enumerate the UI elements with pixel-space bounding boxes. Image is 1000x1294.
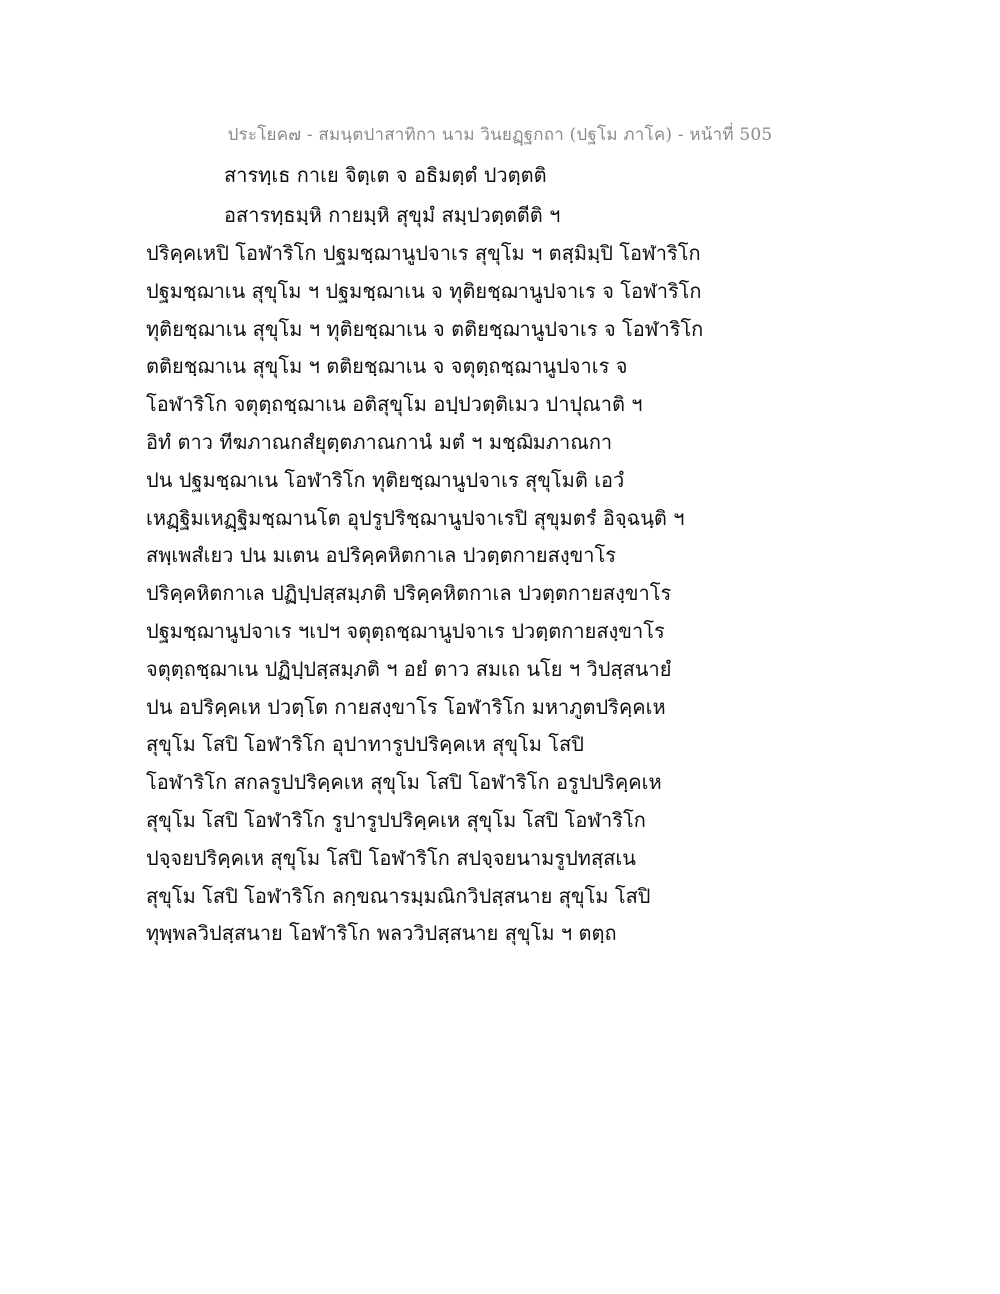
text-line: ปน อปริคฺคเห ปวตฺโต กายสงฺขาโร โอฬาริโก มหาภูตปริคฺคเห <box>146 694 666 719</box>
page-header: ประโยค๗ - สมนฺตปาสาทิกา นาม วินยฏฺฐกถา (ปฐโม ภาโค) - หน้าที่ 505 <box>227 125 773 145</box>
text-line: ปฐมชฺฌานูปจาเร ฯเปฯ จตุตฺถชฺฌานูปจาเร ปวตฺตกายสงฺขาโร <box>146 618 665 643</box>
text-line: สุขุโม โสปิ โอฬาริโก ลกฺขณารมฺมณิกวิปสฺสนาย สุขุโม โสปิ <box>146 883 651 908</box>
text-line: จตุตฺถชฺฌาเน ปฏิปฺปสฺสมฺภติ ฯ อยํ ตาว สมเถ นโย ฯ วิปสฺสนายํ <box>146 656 672 681</box>
text-line: ทุติยชฺฌาเน สุขุโม ฯ ทุติยชฺฌาเน จ ตติยชฺฌานูปจาเร จ โอฬาริโก <box>146 316 704 341</box>
text-line: สพฺเพสํเยว ปน มเตน อปริคฺคหิตกาเล ปวตฺตกายสงฺขาโร <box>146 543 617 568</box>
text-line: โอฬาริโก จตุตฺถชฺฌาเน อติสุขุโม อปฺปวตฺติเมว ปาปุณาติ ฯ <box>146 392 643 417</box>
text-line: ปริคฺคเหปิ โอฬาริโก ปฐมชฺฌานูปจาเร สุขุโม ฯ ตสฺมิมฺปิ โอฬาริโก <box>146 241 701 265</box>
text-line: อิทํ ตาว ทีฆภาณกสํยุตฺตภาณกานํ มตํ ฯ มชฺฌิมภาณกา <box>146 429 613 454</box>
verse-line: สารทฺเธ กาเย จิตฺเต จ อธิมตฺตํ ปวตฺตติ <box>224 163 547 187</box>
text-line: ตติยชฺฌาเน สุขุโม ฯ ตติยชฺฌาเน จ จตุตฺถชฺฌานูปจาเร จ <box>146 354 628 379</box>
body-text <box>146 243 746 961</box>
text-line: เหฏฺฐิมเหฏฺฐิมชฺฌานโต อุปรูปริชฺฌานูปจาเรปิ สุขุมตรํ อิจฺฉนฺติ ฯ <box>146 505 685 530</box>
verse-line: อสารทฺธมฺหิ กายมฺหิ สุขุมํ สมฺปวตฺตตีติ ฯ <box>224 203 561 227</box>
text-line: ทุพฺพลวิปสฺสนาย โอฬาริโก พลววิปสฺสนาย สุขุโม ฯ ตตฺถ <box>146 921 617 946</box>
text-line: ปฐมชฺฌาเน สุขุโม ฯ ปฐมชฺฌาเน จ ทุติยชฺฌานูปจาเร จ โอฬาริโก <box>146 278 702 303</box>
text-line: สุขุโม โสปิ โอฬาริโก อุปาทารูปปริคฺคเห สุขุโม โสปิ <box>146 732 584 757</box>
text-line: ปริคฺคหิตกาเล ปฏิปฺปสฺสมฺภติ ปริคฺคหิตกาเล ปวตฺตกายสงฺขาโร <box>146 581 672 606</box>
text-line: โอฬาริโก สกลรูปปริคฺคเห สุขุโม โสปิ โอฬาริโก อรูปปริคฺคเห <box>146 770 662 795</box>
text-line: ปจฺจยปริคฺคเห สุขุโม โสปิ โอฬาริโก สปจฺจยนามรูปทสฺสเน <box>146 845 636 870</box>
text-line: สุขุโม โสปิ โอฬาริโก รูปารูปปริคฺคเห สุขุโม โสปิ โอฬาริโก <box>146 807 646 832</box>
text-line: ปน ปฐมชฺฌาเน โอฬาริโก ทุติยชฺฌานูปจาเร สุขุโมติ เอวํ <box>146 467 625 492</box>
